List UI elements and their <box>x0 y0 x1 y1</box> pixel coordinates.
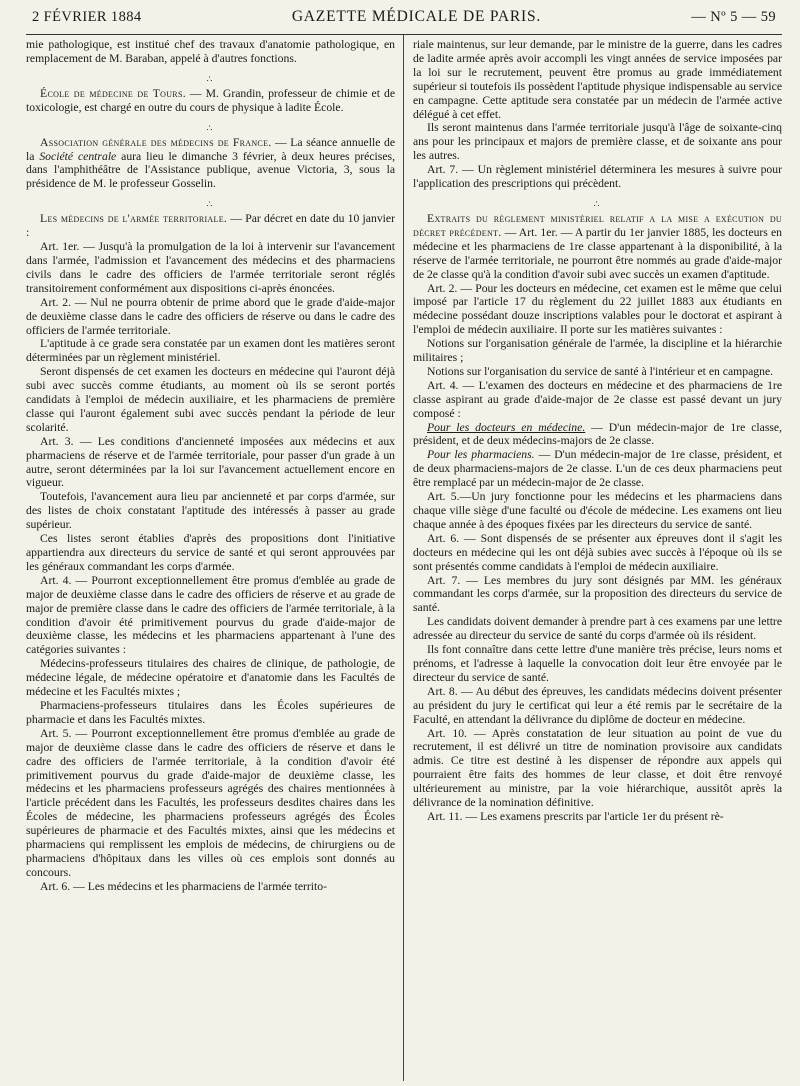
article-5: Art. 5. — Pourront exceptionnellement être promus d'emblée au grade de major de deuxième classe dans le cadre des officiers de réserve et dans le cadre des officiers de l'armée territoriale, à la condition d'avoir été primitivement pourvus du grade d'aide-major de deuxième classe, les médecins et les pharmaciens professeurs agrégés des chaires mentionnées à l'article précédent dans les Facultés, les professeurs desdites chaires dans les Écoles de médecine, les pharmaciens professeurs agrégés des Écoles supérieures de pharmacie et des Facultés mixtes, ainsi que les médecins et pharmaciens qui remplissent les emplois de médecins, de chirurgiens ou de pharmaciens d'hôpitaux dans les villes où ces emplois sont donnés au concours. <box>26 726 396 879</box>
article-4: Art. 4. — L'examen des docteurs en médecine et des pharmaciens de 1re classe aspirant au grade d'aide-major de 2e classe est passé devant un jury composé : <box>413 378 782 420</box>
paragraph: mie pathologique, est institué chef des travaux d'anatomie pathologique, en remplacement de M. Baraban, appelé à d'autres fonctions. <box>26 38 396 65</box>
paragraph-text: — M. Grandin, professeur de chimie et de toxicologie, est chargé en outre du cours de physique à ladite École. <box>26 86 396 114</box>
article-10: Art. 10. — Après constatation de leur situation au point de vue du recrutement, il est délivré un titre de nomination provisoire aux candidats admis. Ce titre est destiné à les dispenser de répondre aux appels qui pourraient être faits des hommes de leur classe, et doit être renvoyé ultérieurement au ministre, par la voie hiérarchique, aussitôt après la délivrance de la nomination définitive. <box>413 726 782 810</box>
page-header <box>26 0 782 35</box>
jury-docteurs <box>413 421 782 449</box>
paragraph-text: — Art. 1er. — A partir du 1er janvier 1885, les docteurs en médecine et les pharmaciens de 1re classe appartenant à la disponibilité, à la réserve de l'armée territoriale, ne pourront être nommés au grade d'aide-major de 2e classe qu'à la condition d'avoir subi avec succès un examen d'aptitude. <box>413 225 782 281</box>
news-item-association <box>26 136 395 192</box>
paragraph-text: — La séance annuelle de la <box>26 135 396 163</box>
paragraph: L'aptitude à ce grade sera constatée par un examen dont les matières seront déterminées par un règlement ministériel. <box>26 337 396 365</box>
society-name: Société centrale <box>39 149 117 163</box>
article-11: Art. 11. — Les examens prescrits par l'article 1er du présent rè- <box>427 809 724 823</box>
paragraph: Ces listes seront établies d'après des propositions dont l'initiative appartiendra aux directeurs du service de santé et qui seront approuvées par les généraux commandant les corps d'armée. <box>26 532 396 573</box>
jury-label: Pour les pharmaciens. <box>427 448 535 462</box>
issue-date: 2 FÉVRIER 1884 <box>32 8 142 25</box>
paragraph: Pharmaciens-professeurs titulaires dans les Écoles supérieures de pharmacie et dans les Facultés mixtes. <box>26 698 396 726</box>
article-8: Art. 8. — Au début des épreuves, les candidats médecins doivent présenter au président du jury le certificat qui leur a été remis par le secrétaire de la Faculté, en attendant la délivrance du diplôme de docteur en médecine. <box>413 684 782 726</box>
section-heading: Les médecins de l'armée territoriale. <box>40 212 228 226</box>
paragraph-text: — Par décret en date du 10 janvier : <box>26 212 396 240</box>
article-7: Art. 7. — Les membres du jury sont désignés par MM. les généraux commandant les corps d'armée, sur la proposition des directeurs du service de santé. <box>413 573 782 615</box>
jury-label: Pour les docteurs en médecine. <box>427 420 586 434</box>
section-heading: Association générale des médecins de France. <box>40 135 272 149</box>
article-4: Art. 4. — Pourront exceptionnellement être promus d'emblée au grade de major de deuxième classe dans le cadre des officiers de réserve et au grade de major de première classe dans le cadre des officiers de l'armée territoriale, à la condition d'avoir été primitivement pourvus du grade d'aide-major de deuxième classe, les médecins et les pharmaciens appartenant à l'une des catégories suivantes : <box>26 573 396 657</box>
paragraph-text: — D'un médecin-major de 1re classe, président, et de deux pharmaciens-majors de 2e classe. L'un de ces deux pharmaciens peut être remplacé par un médecin-major de 2e classe. <box>413 448 782 490</box>
article-5: Art. 5.—Un jury fonctionne pour les médecins et les pharmaciens dans chaque ville siège d'une faculté ou d'école de médecine. Les examens ont lieu chaque année à des époques fixées par les directeurs du service de santé. <box>413 490 782 531</box>
article-3: Art. 3. — Les conditions d'ancienneté imposées aux médecins et aux pharmaciens de réserve et de l'armée territoriale, pour passer d'un grade à un autre, seront déterminées par la loi sur l'avancement actuellement encore en vigueur. <box>26 434 396 490</box>
article-2: Art. 2. — Nul ne pourra obtenir de prime abord que le grade d'aide-major de deuxième classe dans le cadre des officiers de réserve ou dans le cadre des officiers de l'armée territoriale. <box>26 295 396 337</box>
news-item-extraits <box>413 212 782 282</box>
article-7: Art. 7. — Un règlement ministériel déterminera les mesures à suivre pour l'application des prescriptions qui précèdent. <box>413 163 782 191</box>
news-item-armee-territoriale <box>26 212 395 240</box>
article-6: Art. 6. — Les médecins et les pharmaciens de l'armée territo- <box>40 879 328 893</box>
section-separator: ∴ <box>206 73 215 84</box>
paragraph-text: — D'un médecin-major de 1re classe, président, et de deux médecins-majors de 2e classe. <box>413 420 782 448</box>
paragraph: Notions sur l'organisation du service de santé à l'intérieur et en campagne. <box>427 364 774 378</box>
paragraph: Toutefois, l'avancement aura lieu par ancienneté et par corps d'armée, sur des listes de choix constatant l'aptitude des intéressés à passer au grade supérieur. <box>26 490 396 532</box>
section-separator: ∴ <box>206 122 215 133</box>
article-6: Art. 6. — Sont dispensés de se présenter aux épreuves dont il s'agit les docteurs en médecine qui les ont déjà subies avec succès à l'époque où ils se sont présentés comme candidats à l'emploi de médecin auxiliaire. <box>413 531 782 573</box>
section-heading: École de médecine de Tours. <box>40 86 186 100</box>
news-item-ecole-tours <box>26 87 395 115</box>
article-1: Art. 1er. — Jusqu'à la promulgation de la loi à intervenir sur l'avancement dans l'armée, l'admission et l'avancement des médecins et des pharmaciens civils dans le cadre des officiers de l'armée territoriale seront réglés transitoirement conformément aux dispositions ci-après énoncées. <box>26 240 396 295</box>
left-column <box>26 35 403 1081</box>
paragraph: Les candidats doivent demander à prendre part à ces examens par une lettre adressée au directeur du service de santé du corps d'armée où ils résident. <box>413 615 782 643</box>
jury-pharmaciens <box>413 448 782 490</box>
paragraph: Notions sur l'organisation générale de l'armée, la discipline et la hiérarchie militaires ; <box>413 337 782 365</box>
text-columns <box>26 35 782 1081</box>
paragraph: Seront dispensés de cet examen les docteurs en médecine qui l'auront déjà subi avec succès comme étudiants, au moment où ils se seront portés candidats à l'emploi de médecin auxiliaire, et les pharmaciens de première classe qui l'auront également subi avec succès pendant la période de leur scolarité. <box>26 365 396 434</box>
page-number: — Nº 5 — 59 <box>691 8 776 25</box>
right-column <box>404 35 782 1081</box>
paragraph: Ils font connaître dans cette lettre d'une manière très précise, leurs noms et prénoms, et l'adresse à laquelle la convocation doit leur être envoyée par le directeur du service de santé. <box>413 643 782 684</box>
journal-title: GAZETTE MÉDICALE DE PARIS. <box>291 8 542 25</box>
section-separator: ∴ <box>593 198 602 209</box>
paragraph: Ils seront maintenus dans l'armée territoriale jusqu'à l'âge de soixante-cinq ans pour les principaux et majors de première classe, et de soixante ans pour les autres. <box>413 121 782 163</box>
section-heading: Extraits du règlement ministériel relatif a la mise a exécution du décret précédent. <box>413 211 782 239</box>
article-2: Art. 2. — Pour les docteurs en médecine, cet examen est le même que celui imposé par l'article 17 du règlement du 22 juillet 1883 aux étudiants en médecine possédant douze inscriptions valables pour le doctorat et aspirant à l'emploi de médecin auxiliaire. Il porte sur les matières suivantes : <box>413 281 782 337</box>
section-separator: ∴ <box>206 199 215 210</box>
paragraph-text: aura lieu le dimanche 3 février, à deux heures précises, dans l'amphithéâtre de l'Assistance publique, avenue Victoria, 3, sous la présidence de M. le professeur Gosselin. <box>26 149 396 191</box>
paragraph: riale maintenus, sur leur demande, par le ministre de la guerre, dans les cadres de ladite armée après avoir accompli les vingt années de service imposées par la loi sur le recrutement, peuvent être promus au grade immédiatement supérieur si toutefois ils possèdent l'aptitude physique indispensable au service en campagne. Cette aptitude sera constatée par un médecin de l'armée active délégué à cet effet. <box>413 38 782 121</box>
paragraph: Médecins-professeurs titulaires des chaires de clinique, de pathologie, de médecine légale, de médecine opératoire et d'anatomie dans les Facultés de médecine et les Facultés mixtes ; <box>26 657 396 699</box>
